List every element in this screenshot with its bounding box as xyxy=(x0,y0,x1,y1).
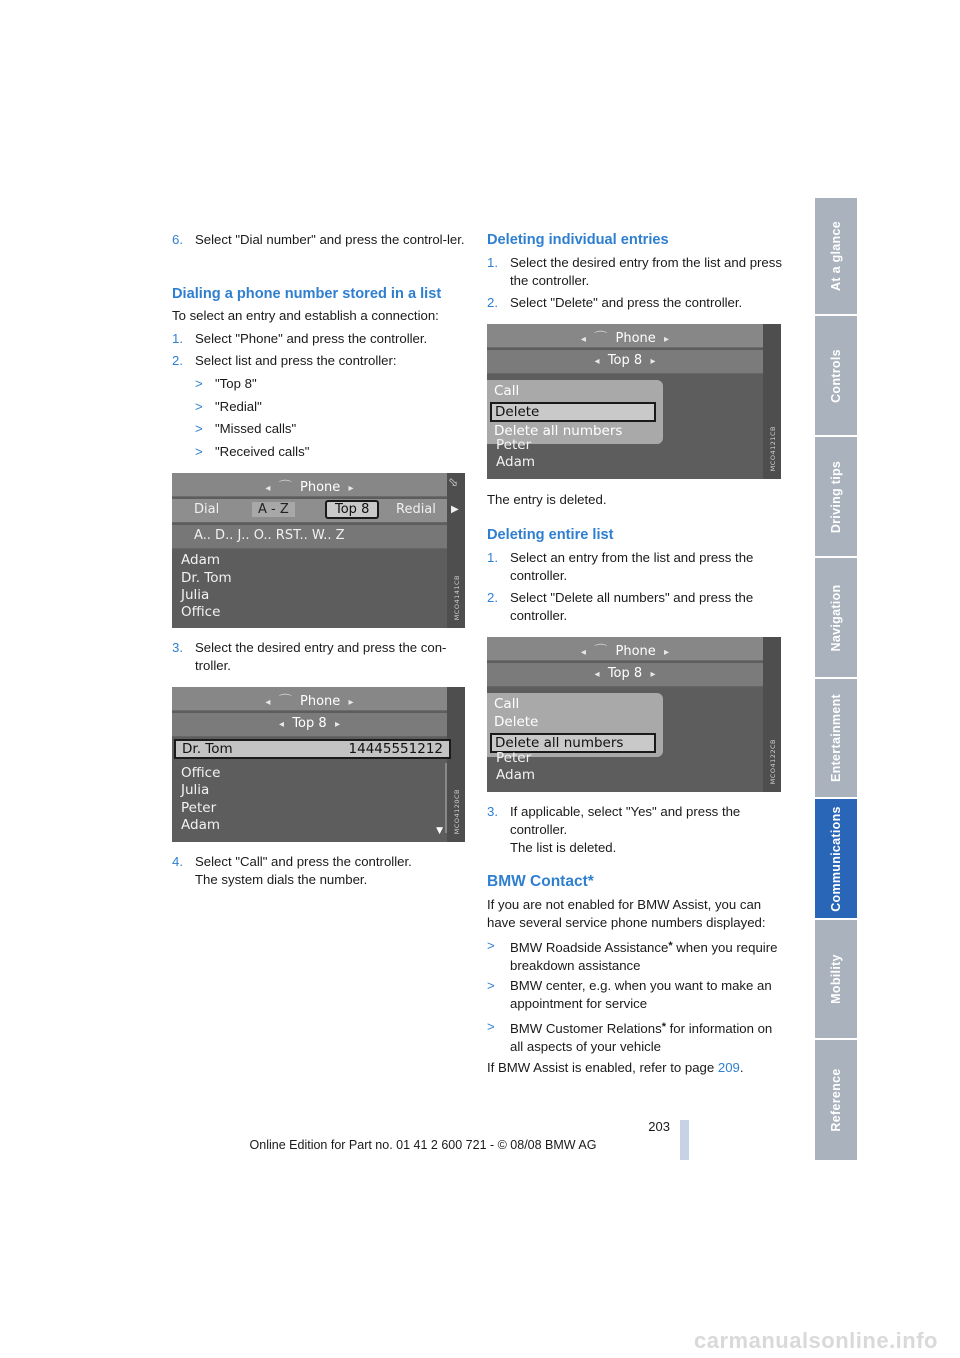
step-text-continued: The list is deleted. xyxy=(510,840,617,855)
image-code: MCO4120CB xyxy=(453,788,461,834)
heading-bmw-contact: BMW Contact* xyxy=(487,873,594,890)
bullet-redial xyxy=(172,398,466,416)
entry-deleted-content: The entry is deleted. xyxy=(487,492,607,507)
selected-entry[interactable] xyxy=(174,739,451,759)
arrow-right-icon: ▸ xyxy=(348,697,354,708)
bullet-text: "Top 8" xyxy=(215,376,257,391)
step-number: 2. xyxy=(487,295,498,310)
step-text: Select "Dial number" and press the control-ler. xyxy=(195,232,465,247)
bullet-marker: > xyxy=(195,399,203,414)
menu-item-delete-all[interactable]: Delete all numbers xyxy=(494,423,623,439)
chapter-tab-driving-tips[interactable] xyxy=(815,437,857,558)
arrow-left-icon: ◂ xyxy=(594,356,600,367)
contact-intro-content: If you are not enabled for BMW Assist, you can have several service phone numbers displayed: xyxy=(487,897,766,930)
bullet-text-post: for information on all aspects of your vehicle xyxy=(510,1021,773,1054)
bullet-marker: > xyxy=(487,1019,495,1034)
menu-item-call[interactable]: Call xyxy=(494,383,520,399)
chapter-tabs xyxy=(815,198,857,1160)
contact-bullet-roadside xyxy=(487,937,782,975)
bullet-text: "Redial" xyxy=(215,399,262,414)
list-item[interactable]: Adam xyxy=(181,817,220,833)
chapter-tab-label: Navigation xyxy=(829,584,843,651)
step-2 xyxy=(487,294,782,312)
assist-reference xyxy=(487,1059,782,1077)
chapter-tab-label: Driving tips xyxy=(829,460,843,533)
step-text: Select "Call" and press the controller. xyxy=(195,854,412,869)
tab-next-icon[interactable]: ▶ xyxy=(451,504,459,515)
step-2b xyxy=(487,589,782,625)
bullet-text: BMW Customer Relations xyxy=(510,1021,662,1036)
contact-bullet-relations xyxy=(487,1018,782,1056)
watermark: carmanualsonline.info xyxy=(694,1328,938,1353)
heading-dialing-stored-number: Dialing a phone number stored in a list xyxy=(172,286,442,302)
arrow-left-icon: ◂ xyxy=(265,697,271,708)
chapter-tab-at-a-glance[interactable] xyxy=(815,198,857,316)
arrow-left-icon: ◂ xyxy=(580,647,586,658)
menu-item-delete-all[interactable]: Delete all numbers xyxy=(490,733,656,753)
corner-icon: ⬂ xyxy=(448,475,459,489)
arrow-left-icon: ◂ xyxy=(279,719,285,730)
bullet-text: "Missed calls" xyxy=(215,421,297,436)
screen-phone-list-az xyxy=(172,473,465,628)
step-text: If applicable, select "Yes" and press the controller. xyxy=(510,804,741,837)
menu-item-delete[interactable]: Delete xyxy=(490,402,656,422)
asterisk-mark: * xyxy=(661,1021,666,1033)
subtitle-bar xyxy=(172,713,447,737)
footer-text: Online Edition for Part no. 01 41 2 600 721 - © 08/08 BMW AG xyxy=(249,1138,597,1152)
image-code: MCO4122CB xyxy=(769,738,777,784)
list-item[interactable]: Office xyxy=(181,604,221,620)
list-item[interactable]: Peter xyxy=(181,800,217,816)
subtitle-bar xyxy=(487,350,763,374)
arrow-right-icon: ▸ xyxy=(664,334,670,345)
step-number: 4. xyxy=(172,854,183,869)
menu-item-call[interactable]: Call xyxy=(494,696,520,712)
screen-subtitle: Top 8 xyxy=(607,353,643,368)
bullet-marker: > xyxy=(195,376,203,391)
phone-handset-icon: ⌒ xyxy=(278,694,292,709)
letter-index[interactable]: A.. D.. J.. O.. RST.. W.. Z xyxy=(194,528,345,543)
step-text: Select the desired entry and press the con-troller. xyxy=(195,640,447,673)
screen-title: Phone xyxy=(615,644,656,659)
step-number: 3. xyxy=(172,640,183,655)
list-item[interactable]: Julia xyxy=(181,587,210,603)
scroll-down-icon[interactable]: ▼ xyxy=(436,826,443,836)
tab-dial[interactable]: Dial xyxy=(194,502,220,517)
step-1 xyxy=(487,254,782,290)
chapter-tab-label: Reference xyxy=(829,1068,843,1132)
list-item[interactable]: Julia xyxy=(181,782,210,798)
image-code: MCO4141CB xyxy=(453,574,461,620)
screen-title: Phone xyxy=(615,331,656,346)
step-number: 2. xyxy=(172,353,183,368)
page-link-209[interactable]: 209 xyxy=(717,1060,740,1075)
step-number: 1. xyxy=(487,255,498,270)
screen-subtitle: Top 8 xyxy=(292,716,327,731)
chapter-tab-controls[interactable] xyxy=(815,316,857,437)
tab-redial[interactable]: Redial xyxy=(396,502,436,517)
phone-handset-icon: ⌒ xyxy=(278,480,292,495)
list-item[interactable]: Office xyxy=(181,765,221,781)
step-text: Select "Delete all numbers" and press the controller. xyxy=(510,590,754,623)
step-text: Select an entry from the list and press the controller. xyxy=(510,550,754,583)
menu-item-delete[interactable]: Delete xyxy=(494,714,539,730)
step-1b xyxy=(487,549,782,585)
contact-bullet-center xyxy=(487,977,782,1013)
phone-handset-icon: ⌒ xyxy=(594,644,608,659)
step-number: 1. xyxy=(487,550,498,565)
list-item[interactable]: Dr. Tom xyxy=(181,570,232,586)
phone-handset-icon: ⌒ xyxy=(594,331,608,346)
tab-top8[interactable]: Top 8 xyxy=(325,500,379,519)
list-item[interactable]: Adam xyxy=(181,552,220,568)
screen-title-bar xyxy=(172,473,447,497)
bullet-received-calls xyxy=(172,443,466,461)
step-3b xyxy=(487,803,782,857)
assist-text: If BMW Assist is enabled, refer to page xyxy=(487,1060,718,1075)
bullet-marker: > xyxy=(195,444,203,459)
arrow-right-icon: ▸ xyxy=(348,483,354,494)
letter-bar xyxy=(172,525,447,549)
list-item[interactable]: Peter xyxy=(496,750,532,766)
arrow-right-icon: ▸ xyxy=(334,719,340,730)
context-menu xyxy=(487,693,663,757)
step-text: Select "Delete" and press the controller. xyxy=(510,295,743,310)
image-code: MCO4121CB xyxy=(769,425,777,471)
step-number: 2. xyxy=(487,590,498,605)
bullet-text: BMW Roadside Assistance xyxy=(510,940,669,955)
chapter-tab-communications[interactable] xyxy=(815,799,857,920)
step-4 xyxy=(172,853,466,889)
chapter-tab-label: Controls xyxy=(829,348,843,403)
screen-title-bar xyxy=(172,687,447,711)
tab-a-z[interactable]: A - Z xyxy=(252,502,295,517)
chapter-tab-entertainment[interactable] xyxy=(815,679,857,799)
step-6 xyxy=(172,231,466,249)
list-item[interactable]: Adam xyxy=(496,454,535,470)
asterisk-mark: * xyxy=(668,940,673,952)
step-number: 6. xyxy=(172,232,183,247)
intro-text xyxy=(172,307,439,325)
bullet-marker: > xyxy=(487,938,495,953)
contact-intro xyxy=(487,896,782,932)
chapter-tab-label: Entertainment xyxy=(829,694,843,782)
screen-delete-entry xyxy=(487,324,781,479)
chapter-tab-mobility[interactable] xyxy=(815,920,857,1040)
step-3 xyxy=(172,639,466,675)
heading-deleting-individual: Deleting individual entries xyxy=(487,232,669,248)
bullet-marker: > xyxy=(487,978,495,993)
step-text: Select list and press the controller: xyxy=(195,353,397,368)
screen-title: Phone xyxy=(300,480,341,495)
bullet-missed-calls xyxy=(172,420,466,438)
assist-period: . xyxy=(739,1060,744,1075)
step-text-continued: The system dials the number. xyxy=(195,872,368,887)
heading-deleting-entire-list: Deleting entire list xyxy=(487,527,614,543)
selected-entry-number: 14445551212 xyxy=(348,741,443,757)
screen-subtitle: Top 8 xyxy=(607,666,643,681)
screen-phone-top8 xyxy=(172,687,465,842)
step-2 xyxy=(172,352,466,370)
arrow-left-icon: ◂ xyxy=(594,669,600,680)
arrow-right-icon: ▸ xyxy=(650,356,656,367)
subtitle-bar xyxy=(487,663,763,687)
context-menu xyxy=(487,380,663,444)
bullet-text: BMW center, e.g. when you want to make an appointment for service xyxy=(510,978,772,1011)
step-text: Select the desired entry from the list and press the controller. xyxy=(510,255,782,288)
step-number: 3. xyxy=(487,804,498,819)
arrow-right-icon: ▸ xyxy=(650,669,656,680)
step-1 xyxy=(172,330,466,348)
intro-text-content: To select an entry and establish a connection: xyxy=(172,308,439,323)
list-item[interactable]: Adam xyxy=(496,767,535,783)
footer-edition xyxy=(0,1138,960,1152)
screen-title: Phone xyxy=(300,694,341,709)
arrow-left-icon: ◂ xyxy=(265,483,271,494)
selected-entry-name: Dr. Tom xyxy=(182,741,233,757)
screen-delete-all xyxy=(487,637,781,792)
chapter-tab-label: At a glance xyxy=(829,221,843,291)
bullet-text: "Received calls" xyxy=(215,444,310,459)
page-number: 203 xyxy=(648,1119,670,1134)
chapter-tab-navigation[interactable] xyxy=(815,558,857,679)
entry-deleted-text xyxy=(487,491,607,509)
screen-title-bar xyxy=(487,637,763,661)
bullet-top8 xyxy=(172,375,466,393)
arrow-left-icon: ◂ xyxy=(580,334,586,345)
chapter-tab-label: Communications xyxy=(829,805,843,912)
screen-title-bar xyxy=(487,324,763,348)
step-number: 1. xyxy=(172,331,183,346)
tab-bar xyxy=(172,499,459,523)
list-item[interactable]: Peter xyxy=(496,437,532,453)
scrollbar[interactable] xyxy=(445,763,447,833)
arrow-right-icon: ▸ xyxy=(664,647,670,658)
chapter-tab-label: Mobility xyxy=(829,954,843,1004)
step-text: Select "Phone" and press the controller. xyxy=(195,331,428,346)
bullet-marker: > xyxy=(195,421,203,436)
bullet-text-post: when you require breakdown assistance xyxy=(510,940,778,973)
